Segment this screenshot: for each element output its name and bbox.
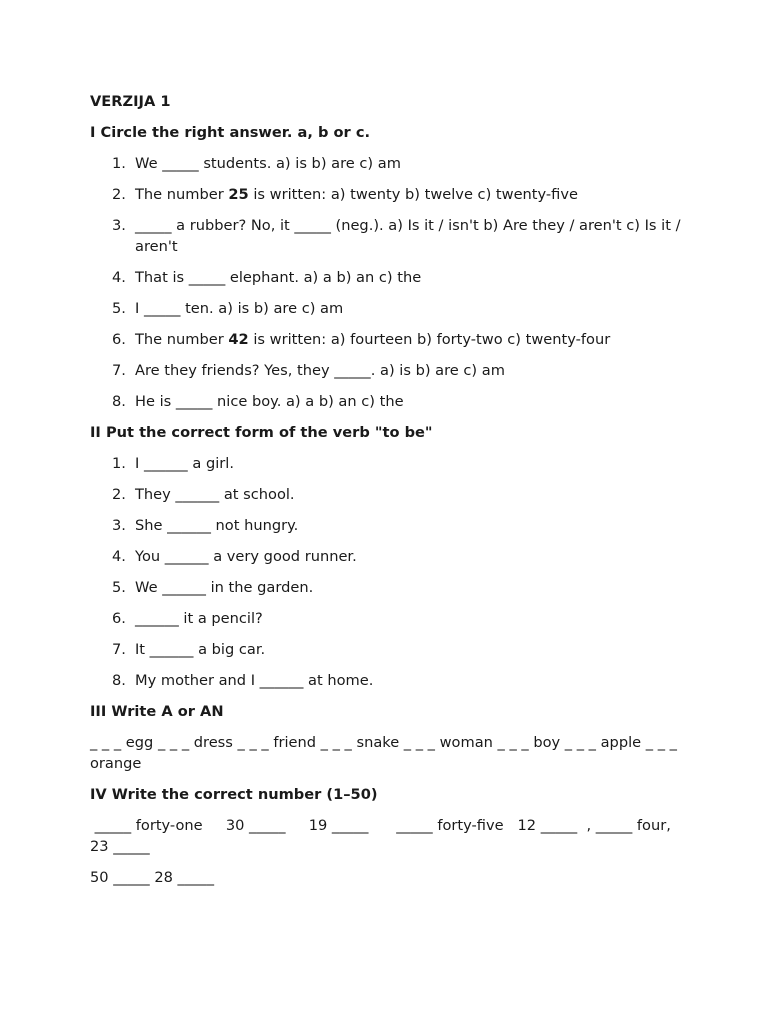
exercise-text: I ______ a girl.: [135, 455, 234, 472]
section-3-heading: III Write A or AN: [90, 703, 224, 720]
question-item: [90, 391, 690, 412]
exercise-text: We ______ in the garden.: [135, 579, 314, 596]
question-text-part: _____ a rubber? No, it _____ (neg.). a) Is it / isn't b) Are they / aren't c) Is it / aren't: [135, 217, 681, 255]
section-1-heading: I Circle the right answer. a, b or c.: [90, 124, 371, 141]
exercise-item: [90, 453, 690, 474]
section-4-line-2: 50 _____ 28 _____: [90, 869, 215, 886]
question-text: [135, 300, 343, 317]
section-2-list: [90, 453, 690, 691]
exercise-item: [90, 577, 690, 598]
exercise-item: [90, 639, 690, 660]
question-text: [135, 331, 610, 348]
question-number: 7.: [112, 362, 126, 379]
section-4-line-1: _____ forty-one 30 _____ 19 _____ _____ forty-five 12 _____ , _____ four, 23 _____: [90, 817, 681, 855]
question-text-part: is written: a) twenty b) twelve c) twenty-five: [248, 186, 578, 203]
worksheet-title: VERZIJA 1: [90, 93, 171, 110]
exercise-item: [90, 484, 690, 505]
exercise-number: 5.: [112, 579, 126, 596]
exercise-item: [90, 546, 690, 567]
exercise-text: They ______ at school.: [135, 486, 295, 503]
exercise-item: [90, 608, 690, 629]
question-text-part: That is _____ elephant. a) a b) an c) the: [135, 269, 422, 286]
exercise-number: 8.: [112, 672, 126, 689]
section-4-heading: IV Write the correct number (1–50): [90, 786, 378, 803]
question-item: [90, 184, 690, 205]
exercise-number: 1.: [112, 455, 126, 472]
question-text-part: We _____ students. a) is b) are c) am: [135, 155, 401, 172]
question-item: [90, 153, 690, 174]
worksheet-content: [90, 91, 690, 898]
question-text-part: He is _____ nice boy. a) a b) an c) the: [135, 393, 404, 410]
question-text: [135, 186, 578, 203]
question-text-part: Are they friends? Yes, they _____. a) is b) are c) am: [135, 362, 505, 379]
question-number: 4.: [112, 269, 126, 286]
exercise-number: 2.: [112, 486, 126, 503]
exercise-number: 4.: [112, 548, 126, 565]
question-text: [135, 362, 505, 379]
exercise-number: 7.: [112, 641, 126, 658]
question-number: 2.: [112, 186, 126, 203]
question-text: [135, 217, 681, 255]
question-item: [90, 298, 690, 319]
question-number-value: 25: [228, 186, 249, 203]
question-text: [135, 393, 404, 410]
question-text-part: The number: [135, 186, 229, 203]
exercise-text: You ______ a very good runner.: [135, 548, 357, 565]
question-text-part: The number: [135, 331, 229, 348]
exercise-text: My mother and I ______ at home.: [135, 672, 374, 689]
question-item: [90, 329, 690, 350]
question-item: [90, 360, 690, 381]
question-text: [135, 269, 421, 286]
question-number: 6.: [112, 331, 126, 348]
question-item: [90, 215, 690, 257]
section-2-heading: II Put the correct form of the verb "to be": [90, 424, 433, 441]
section-3-text: _ _ _ egg _ _ _ dress _ _ _ friend _ _ _ snake _ _ _ woman _ _ _ boy _ _ _ apple _ _ _ orange: [90, 734, 677, 772]
question-number: 3.: [112, 217, 126, 234]
exercise-text: It ______ a big car.: [135, 641, 266, 658]
exercise-number: 3.: [112, 517, 126, 534]
question-text: [135, 155, 401, 172]
exercise-text: She ______ not hungry.: [135, 517, 299, 534]
exercise-text: ______ it a pencil?: [135, 610, 263, 627]
section-1-list: [90, 153, 690, 412]
exercise-item: [90, 670, 690, 691]
question-number-value: 42: [228, 331, 249, 348]
question-item: [90, 267, 690, 288]
question-text-part: is written: a) fourteen b) forty-two c) twenty-four: [248, 331, 611, 348]
exercise-item: [90, 515, 690, 536]
exercise-number: 6.: [112, 610, 126, 627]
question-text-part: I _____ ten. a) is b) are c) am: [135, 300, 344, 317]
question-number: 5.: [112, 300, 126, 317]
question-number: 1.: [112, 155, 126, 172]
question-number: 8.: [112, 393, 126, 410]
